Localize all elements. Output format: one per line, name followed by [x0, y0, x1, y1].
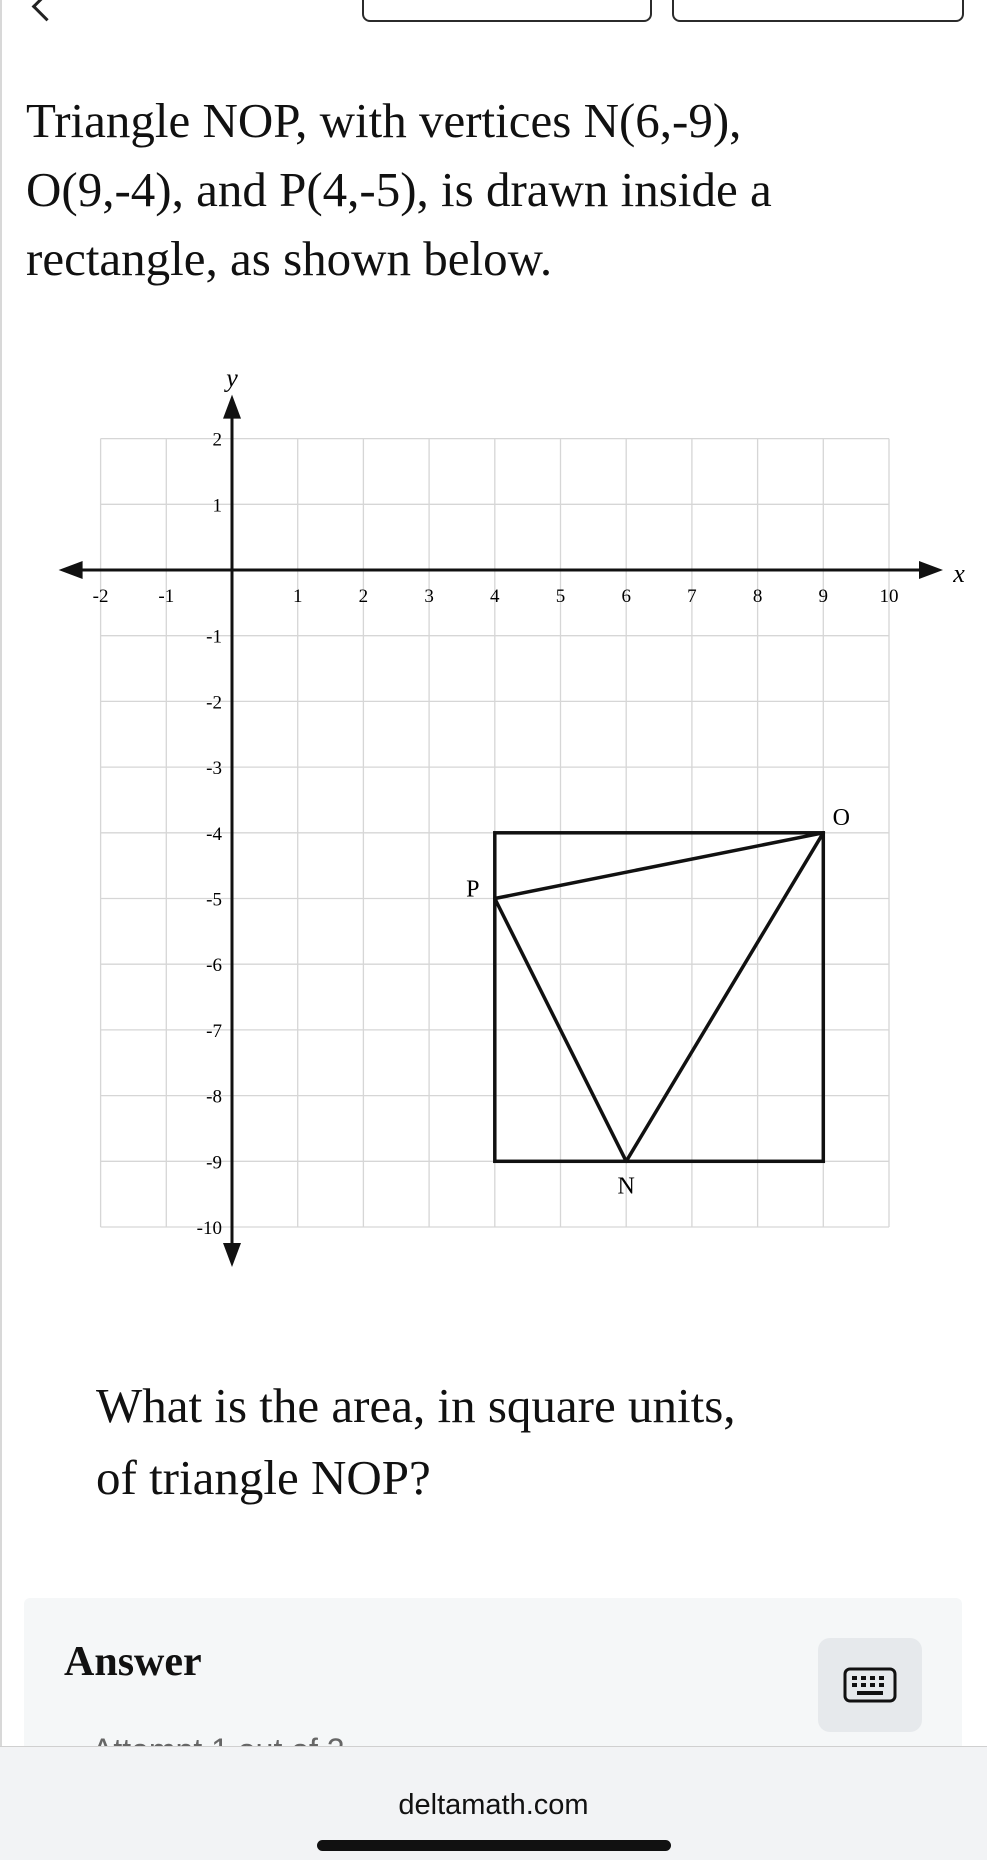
- keyboard-button[interactable]: [818, 1638, 922, 1732]
- question-text: [26, 86, 956, 293]
- y-axis-label: y: [226, 363, 238, 393]
- home-indicator[interactable]: [317, 1840, 671, 1851]
- x-tick-label: 9: [818, 586, 829, 607]
- y-tick-label: -5: [206, 889, 222, 911]
- vertex-label-o: O: [832, 804, 850, 831]
- x-tick-label: 1: [292, 586, 303, 607]
- keyboard-icon: [843, 1667, 897, 1703]
- x-tick-label: -2: [92, 586, 109, 607]
- prompt-line-1: What is the area, in square units,: [96, 1378, 736, 1433]
- vertex-labels: [466, 805, 850, 1200]
- x-axis-arrow-left: [59, 561, 83, 579]
- question-line-3: rectangle, as shown below.: [26, 231, 553, 286]
- x-tick-label: 4: [490, 586, 500, 607]
- y-tick-label: -3: [206, 758, 222, 780]
- answer-label: Answer: [64, 1639, 202, 1685]
- y-tick-label: -7: [206, 1020, 222, 1042]
- x-tick-label: 3: [424, 586, 434, 607]
- x-tick-label: 6: [621, 586, 631, 607]
- y-axis-arrow-up: [223, 395, 241, 419]
- x-tick-label: 8: [752, 586, 763, 607]
- question-line-2: O(9,-4), and P(4,-5), is drawn inside a: [26, 162, 772, 217]
- back-chevron-icon[interactable]: [32, 0, 62, 21]
- site-url[interactable]: deltamath.com: [398, 1789, 589, 1821]
- y-tick-label: -8: [206, 1086, 222, 1108]
- x-tick-label: 7: [687, 586, 697, 607]
- y-tick-label: -6: [206, 955, 222, 977]
- tick-labels: [93, 364, 966, 1239]
- shapes: [495, 833, 824, 1162]
- y-tick-label: -10: [196, 1218, 222, 1239]
- vertex-label-p: P: [466, 876, 480, 903]
- x-tick-label: 2: [358, 586, 369, 607]
- vertex-label-n: N: [617, 1173, 635, 1200]
- y-axis-arrow-down: [223, 1243, 241, 1267]
- y-tick-label: -4: [206, 823, 222, 845]
- top-button-left[interactable]: [362, 0, 652, 22]
- triangle-nop: [495, 833, 824, 1162]
- axes: [59, 395, 943, 1267]
- x-tick-label: 10: [879, 586, 899, 607]
- question-line-1: Triangle NOP, with vertices N(6,-9),: [26, 93, 742, 148]
- coordinate-graph: [0, 360, 987, 1280]
- y-tick-label: -9: [206, 1152, 222, 1174]
- y-tick-label: 2: [212, 429, 222, 451]
- y-tick-label: -1: [206, 626, 222, 648]
- question-prompt: [96, 1370, 916, 1514]
- y-tick-label: 1: [212, 495, 222, 517]
- x-tick-label: 5: [555, 586, 566, 607]
- x-axis-arrow-right: [919, 561, 943, 579]
- x-tick-label: -1: [158, 586, 175, 607]
- prompt-line-2: of triangle NOP?: [96, 1450, 431, 1505]
- top-button-right[interactable]: [672, 0, 964, 22]
- x-axis-label: x: [953, 559, 965, 588]
- y-tick-label: -2: [206, 692, 222, 714]
